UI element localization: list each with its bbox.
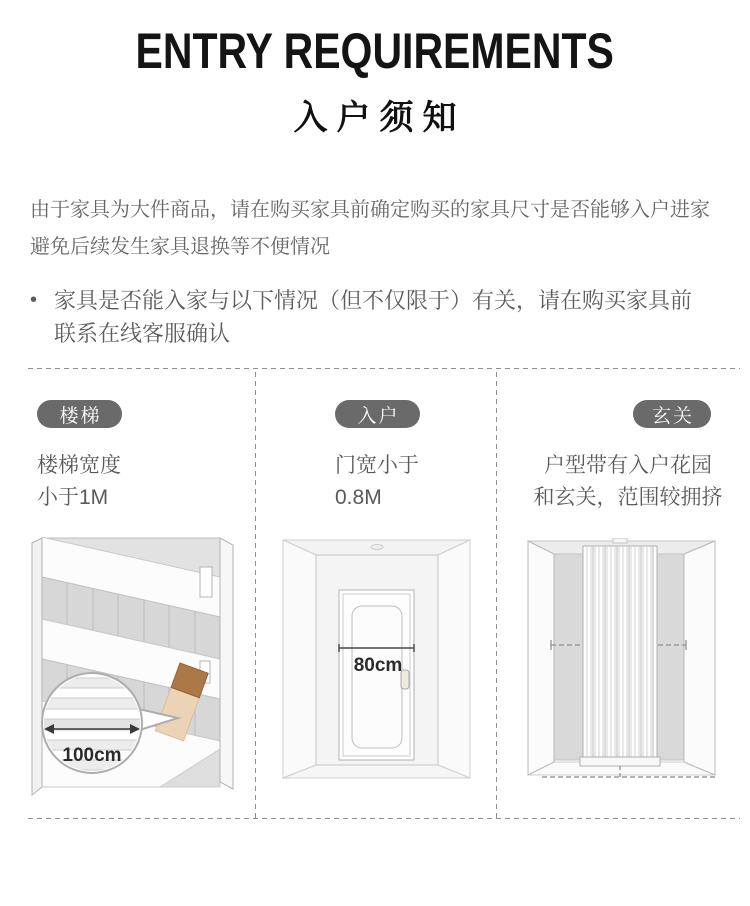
intro-line-2: 避免后续发生家具退换等不便情况 — [30, 236, 330, 258]
accordion-curtain — [580, 546, 660, 766]
curtain-fold — [580, 757, 660, 766]
hallway-desc-line-1: 户型带有入户花园 — [544, 454, 712, 477]
grid-vertical-divider-1 — [255, 368, 256, 818]
door-panel — [352, 606, 402, 748]
notice-item — [30, 284, 736, 350]
stairs-desc-line-1: 楼梯宽度 — [37, 454, 121, 477]
floor — [283, 765, 470, 778]
ceiling-light — [371, 545, 383, 550]
notice-text — [54, 284, 692, 350]
notice-line-1: 家具是否能入家与以下情况（但不仅限于）有关，请在购买家具前 — [54, 288, 693, 313]
back-wall-right — [655, 554, 684, 760]
stairs-desc-line-2: 小于1M — [37, 486, 109, 509]
right-wall — [438, 540, 470, 778]
hallway-desc-line-2: 和玄关，范围较拥挤 — [533, 486, 723, 509]
hallway-badge: 玄关 — [633, 400, 711, 428]
stairs-right-wall — [220, 538, 233, 789]
stairs-illustration — [30, 537, 235, 799]
entry-door-illustration — [282, 537, 472, 780]
page-title-text: ENTRY REQUIREMENTS — [135, 23, 615, 79]
left-wall-panel — [528, 541, 554, 775]
entry-desc-line-2: 0.8M — [335, 486, 382, 509]
intro-paragraph — [30, 192, 736, 266]
door-measurement-label: 80cm — [353, 655, 403, 676]
ceiling-vent — [613, 538, 627, 543]
grid-vertical-divider-2 — [496, 368, 497, 818]
stairs-badge: 楼梯 — [37, 400, 122, 428]
grid-top-divider — [28, 368, 740, 369]
entry-description — [335, 450, 419, 514]
left-wall — [283, 540, 316, 778]
grid-bottom-divider — [28, 818, 740, 819]
stairs-upper-door — [200, 567, 212, 597]
stairs-left-wall — [32, 538, 42, 795]
hallway-description — [506, 450, 750, 514]
page-title — [0, 23, 750, 79]
stairs-measurement-label: 100cm — [62, 745, 122, 766]
entry-desc-line-1: 门宽小于 — [335, 454, 419, 477]
right-wall-panel — [684, 541, 715, 775]
notice-line-2: 联系在线客服确认 — [54, 321, 231, 346]
stairs-description — [37, 450, 121, 514]
back-wall-left — [554, 554, 585, 760]
intro-line-1: 由于家具为大件商品，请在购买家具前确定购买的家具尺寸是否能够入户进家 — [30, 199, 710, 221]
entry-badge: 入户 — [335, 400, 420, 428]
page-subtitle: 入户须知 — [293, 99, 466, 137]
entrance-hall-illustration — [518, 538, 725, 780]
bullet-icon: • — [30, 289, 38, 311]
